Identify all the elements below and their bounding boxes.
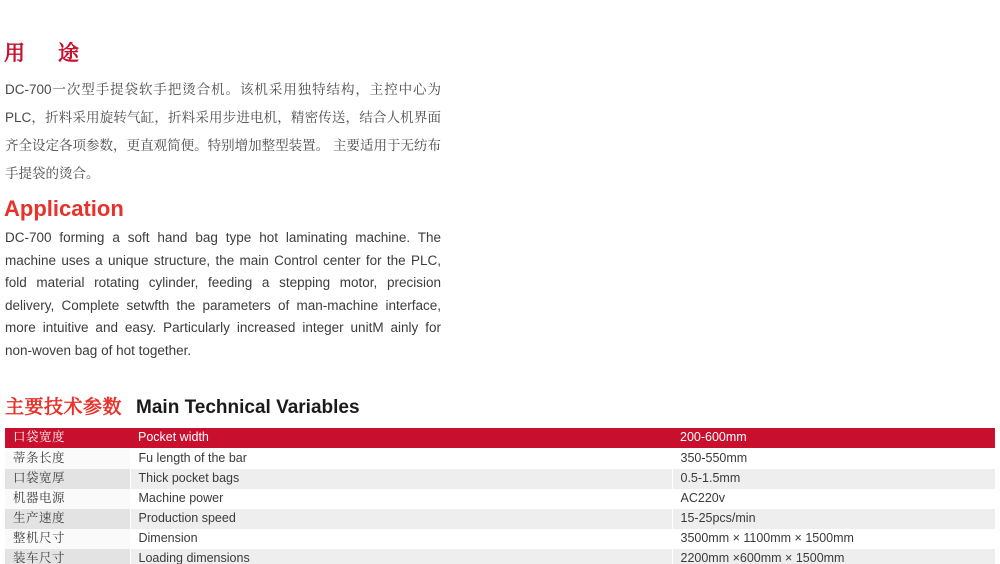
spec-value: 350-550mm — [672, 449, 995, 470]
application-body-en: DC-700 forming a soft hand bag type hot laminating machine. The machine uses a unique structure, the main Control center for the PLC, fold material rotating cylinder, feeding a stepping motor, precision delivery, Complete setwfth the parameters of man-machine interface, more intuitive and easy. Particularly increased integer unitM ainly for non-woven bag of hot together. — [5, 230, 441, 358]
table-row — [5, 469, 995, 489]
purpose-heading-cn: 用 途 — [4, 42, 85, 65]
spec-value: 200-600mm — [672, 428, 995, 449]
spec-value: 2200mm ×600mm × 1500mm — [672, 549, 995, 564]
spec-table — [5, 428, 995, 564]
spec-label-en: Thick pocket bags — [130, 469, 672, 489]
application-heading-en: Application — [4, 196, 124, 221]
spec-label-cn: 整机尺寸 — [5, 529, 130, 549]
spec-label-en: Production speed — [130, 509, 672, 529]
table-row — [5, 549, 995, 564]
table-row — [5, 489, 995, 509]
spec-label-cn: 装车尺寸 — [5, 549, 130, 564]
spec-label-cn: 口袋宽厚 — [5, 469, 130, 489]
spec-table-title — [5, 392, 360, 419]
spec-value: AC220v — [672, 489, 995, 509]
spec-table-title-cn: 主要技术参数 — [5, 397, 123, 418]
purpose-body-cn: DC-700一次型手提袋软手把烫合机。该机采用独特结构，主控中心为PLC，折料采用旋转气缸，折料采用步进电机，精密传送，结合人机界面齐全设定各项参数，更直观简便。特别增加整型装置。 主要适用于无纺布手提袋的烫合。 — [5, 82, 441, 181]
spec-table-title-en: Main Technical Variables — [136, 397, 360, 418]
spec-label-cn: 机器电源 — [5, 489, 130, 509]
spec-value: 15-25pcs/min — [672, 509, 995, 529]
spec-label-en: Loading dimensions — [130, 549, 672, 564]
spec-label-en: Fu length of the bar — [130, 449, 672, 470]
spec-label-cn: 口袋宽度 — [5, 428, 130, 449]
spec-label-cn: 蒂条长度 — [5, 449, 130, 470]
spec-label-cn: 生产速度 — [5, 509, 130, 529]
table-row — [5, 509, 995, 529]
spec-label-en: Machine power — [130, 489, 672, 509]
spec-label-en: Dimension — [130, 529, 672, 549]
spec-value: 3500mm × 1100mm × 1500mm — [672, 529, 995, 549]
table-row — [5, 529, 995, 549]
spec-value: 0.5-1.5mm — [672, 469, 995, 489]
table-row — [5, 449, 995, 470]
spec-label-en: Pocket width — [130, 428, 672, 449]
table-row — [5, 428, 995, 449]
